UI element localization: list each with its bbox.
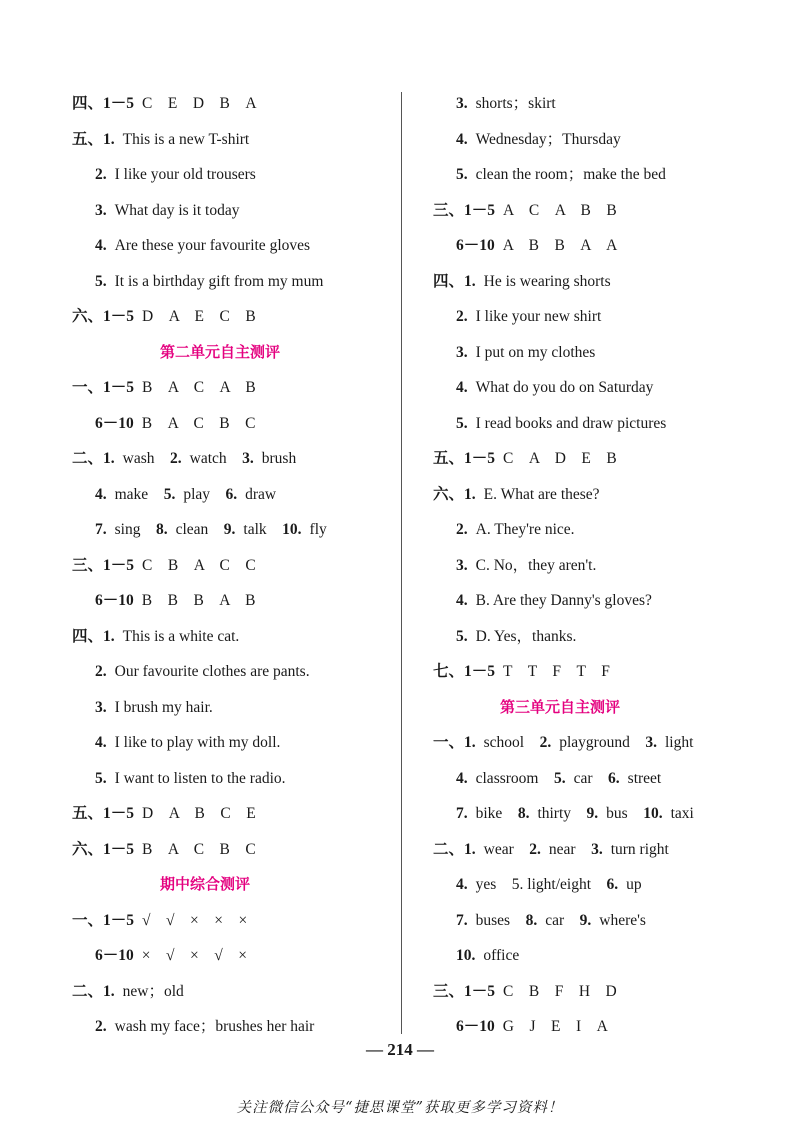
answer-number: 一、1－5 bbox=[72, 379, 135, 396]
answer-text: Our favourite clothes are pants. bbox=[114, 663, 310, 680]
answer-text: clean bbox=[175, 521, 224, 538]
answer-line bbox=[433, 938, 733, 974]
answer-number: 五、1－5 bbox=[72, 805, 135, 822]
answer-text: turn right bbox=[610, 840, 669, 858]
answer-line bbox=[433, 441, 733, 477]
answer-line bbox=[72, 619, 392, 655]
answer-number: 3. bbox=[645, 734, 657, 751]
answer-number: 3. bbox=[456, 556, 468, 574]
answer-line bbox=[433, 583, 733, 619]
answer-line bbox=[72, 193, 392, 229]
answer-text: I like your new shirt bbox=[475, 308, 602, 325]
answer-line bbox=[72, 548, 392, 584]
answer-line bbox=[433, 867, 733, 903]
answer-text: He is wearing shorts bbox=[483, 272, 611, 290]
answer-line bbox=[72, 690, 392, 726]
answer-number: 四、1. bbox=[72, 627, 115, 645]
answer-line bbox=[72, 264, 392, 300]
answer-number: 2. bbox=[539, 734, 552, 751]
answer-line bbox=[433, 477, 733, 513]
answer-line bbox=[72, 725, 392, 761]
right-column bbox=[433, 86, 733, 1045]
answer-text: B B B A B bbox=[141, 592, 256, 609]
answer-text: What day is it today bbox=[114, 201, 240, 219]
section-heading: 第三单元自主测评 bbox=[500, 697, 621, 716]
left-column bbox=[72, 86, 392, 1045]
answer-text: E. What are these? bbox=[483, 485, 600, 503]
answer-line bbox=[433, 974, 733, 1010]
answer-number: 2. bbox=[529, 840, 541, 858]
answer-line bbox=[433, 370, 733, 406]
answer-number: 9. bbox=[586, 805, 599, 822]
answer-number: 一、1－5 bbox=[72, 911, 135, 929]
answer-number: 6. bbox=[225, 485, 238, 503]
answer-text: B A C A B bbox=[142, 379, 256, 396]
answer-line bbox=[72, 974, 392, 1010]
answer-number: 4. bbox=[95, 734, 107, 751]
footer-note: 关注微信公众号“捷思课堂”获取更多学习资料！ bbox=[236, 1100, 564, 1116]
answer-text: car bbox=[545, 911, 580, 929]
answer-number: 四、1－5 bbox=[72, 95, 135, 112]
answer-number: 3. bbox=[456, 343, 468, 361]
answer-number: 四、1. bbox=[433, 272, 476, 290]
answer-text: C B F H D bbox=[503, 982, 617, 1000]
answer-number: 5. bbox=[456, 414, 468, 432]
answer-line bbox=[433, 512, 733, 548]
section-heading: 期中综合测评 bbox=[160, 875, 251, 893]
answer-line bbox=[72, 157, 392, 193]
answer-line bbox=[72, 228, 392, 264]
answer-number: 3. bbox=[456, 95, 468, 112]
answer-number: 2. bbox=[95, 663, 107, 680]
answer-number: 4. bbox=[95, 237, 107, 254]
answer-number: 三、1－5 bbox=[433, 982, 496, 1000]
answer-text: buses bbox=[475, 911, 526, 929]
answer-text: sing bbox=[114, 521, 156, 538]
answer-line bbox=[72, 299, 392, 335]
answer-number: 6. bbox=[608, 769, 620, 787]
column-divider bbox=[401, 92, 402, 1034]
answer-text: bike bbox=[475, 805, 518, 822]
answer-number: 4. bbox=[95, 485, 107, 503]
answer-line bbox=[72, 441, 392, 477]
answer-text: C B A C C bbox=[142, 556, 256, 574]
answer-text: I like to play with my doll. bbox=[114, 734, 281, 751]
answer-text: It is a birthday gift from my mum bbox=[114, 272, 324, 290]
answer-number: 8. bbox=[517, 805, 530, 822]
answer-text: playground bbox=[559, 734, 646, 751]
answer-text: B A C B C bbox=[142, 840, 256, 858]
answer-line bbox=[433, 832, 733, 868]
answer-text: light bbox=[664, 734, 694, 751]
answer-number: 二、1. bbox=[72, 450, 115, 467]
answer-number: 8. bbox=[155, 521, 168, 538]
answer-line bbox=[433, 122, 733, 158]
answer-text: This is a new T-shirt bbox=[122, 130, 250, 148]
answer-number: 6－10 bbox=[95, 592, 134, 609]
answer-text: C A D E B bbox=[503, 450, 617, 467]
answer-text: I read books and draw pictures bbox=[475, 414, 667, 432]
answer-text: √ √ × × × bbox=[142, 911, 248, 929]
answer-number: 6－10 bbox=[456, 1018, 495, 1035]
answer-text: make bbox=[114, 485, 164, 503]
answer-text: draw bbox=[245, 485, 277, 503]
answer-text: B A C B C bbox=[141, 414, 256, 432]
answer-number: 3. bbox=[591, 840, 603, 858]
answer-line bbox=[72, 512, 392, 548]
answer-text: C E D B A bbox=[142, 95, 257, 112]
answer-line bbox=[433, 335, 733, 371]
answer-text: D. Yes，thanks. bbox=[475, 627, 577, 645]
answer-number: 4. bbox=[456, 876, 468, 893]
answer-text: near bbox=[548, 840, 592, 858]
answer-text: I want to listen to the radio. bbox=[114, 769, 286, 787]
answer-number: 9. bbox=[223, 521, 236, 538]
answer-text: street bbox=[627, 769, 662, 787]
answer-text: D A E C B bbox=[142, 308, 256, 325]
answer-number: 五、1. bbox=[72, 130, 115, 148]
answer-line bbox=[72, 938, 392, 974]
answer-line bbox=[433, 406, 733, 442]
answer-text: office bbox=[483, 947, 520, 964]
answer-number: 5. bbox=[456, 627, 468, 645]
answer-line bbox=[72, 122, 392, 158]
answer-text: Are these your favourite gloves bbox=[114, 237, 311, 254]
answer-text: yes 5. light/eight bbox=[475, 876, 607, 893]
answer-number: 2. bbox=[170, 450, 182, 467]
answer-line bbox=[72, 583, 392, 619]
answer-line bbox=[433, 725, 733, 761]
answer-text: Wednesday；Thursday bbox=[475, 130, 621, 148]
answer-number: 7. bbox=[456, 911, 468, 929]
answer-number: 6－10 bbox=[95, 947, 134, 964]
answer-text: I brush my hair. bbox=[114, 698, 213, 716]
answer-number: 5. bbox=[95, 272, 107, 290]
answer-text: × √ × √ × bbox=[141, 947, 248, 964]
answer-number: 7. bbox=[456, 805, 468, 822]
answer-line bbox=[72, 86, 392, 122]
answer-text: shorts；skirt bbox=[475, 95, 556, 112]
answer-number: 9. bbox=[579, 911, 592, 929]
answer-text: This is a white cat. bbox=[122, 627, 240, 645]
answer-number: 二、1. bbox=[72, 982, 115, 1000]
answer-number: 一、1. bbox=[433, 734, 476, 751]
answer-number: 4. bbox=[456, 592, 468, 609]
answer-number: 7. bbox=[95, 521, 107, 538]
answer-text: wear bbox=[483, 840, 530, 858]
answer-line bbox=[433, 193, 733, 229]
answer-number: 4. bbox=[456, 769, 468, 787]
answer-text: A. They're nice. bbox=[475, 521, 575, 538]
answer-number: 三、1－5 bbox=[433, 201, 496, 219]
answer-line bbox=[433, 761, 733, 797]
answer-number: 2. bbox=[95, 1018, 107, 1035]
answer-line bbox=[72, 477, 392, 513]
answer-text: play bbox=[183, 485, 226, 503]
answer-text: thirty bbox=[537, 805, 587, 822]
answer-number: 6－10 bbox=[456, 237, 495, 254]
answer-number: 8. bbox=[525, 911, 538, 929]
answer-number: 六、1. bbox=[433, 485, 476, 503]
answer-line bbox=[433, 299, 733, 335]
answer-text: C. No，they aren't. bbox=[475, 556, 597, 574]
answer-line bbox=[72, 654, 392, 690]
answer-text: classroom bbox=[475, 769, 554, 787]
answer-text: brush bbox=[261, 450, 297, 467]
answer-number: 2. bbox=[456, 308, 468, 325]
answer-text: clean the room；make the bed bbox=[475, 166, 666, 183]
answer-number: 2. bbox=[95, 166, 107, 183]
answer-line bbox=[433, 796, 733, 832]
answer-number: 6－10 bbox=[95, 414, 134, 432]
answer-line bbox=[433, 86, 733, 122]
answer-line bbox=[433, 157, 733, 193]
answer-text: What do you do on Saturday bbox=[475, 379, 654, 396]
section-heading: 第二单元自主测评 bbox=[160, 342, 281, 361]
answer-text: B. Are they Danny's gloves? bbox=[475, 592, 652, 609]
answer-text: wash bbox=[122, 450, 170, 467]
answer-text: new；old bbox=[122, 982, 184, 1000]
answer-number: 5. bbox=[163, 485, 176, 503]
answer-line bbox=[433, 264, 733, 300]
answer-number: 3. bbox=[95, 698, 107, 716]
answer-number: 3. bbox=[95, 201, 107, 219]
answer-number: 4. bbox=[456, 130, 468, 148]
answer-text: G J E I A bbox=[502, 1018, 608, 1035]
answer-text: I like your old trousers bbox=[114, 166, 256, 183]
page-number: — 214 — bbox=[366, 1040, 434, 1059]
answer-number: 五、1－5 bbox=[433, 450, 496, 467]
answer-text: where's bbox=[599, 911, 646, 929]
answer-text: school bbox=[483, 734, 540, 751]
answer-number: 4. bbox=[456, 379, 468, 396]
answer-text: bus bbox=[606, 805, 644, 822]
answer-text: I put on my clothes bbox=[475, 343, 596, 361]
answer-text: A C A B B bbox=[503, 201, 617, 219]
answer-number: 5. bbox=[456, 166, 468, 183]
answer-text: car bbox=[573, 769, 609, 787]
answer-number: 5. bbox=[95, 769, 107, 787]
answer-number: 10. bbox=[282, 521, 302, 538]
answer-number: 2. bbox=[456, 521, 468, 538]
answer-number: 10. bbox=[643, 805, 663, 822]
answer-line bbox=[72, 796, 392, 832]
answer-number: 5. bbox=[553, 769, 566, 787]
answer-text: up bbox=[626, 876, 642, 893]
answer-number: 三、1－5 bbox=[72, 556, 135, 574]
answer-line bbox=[433, 548, 733, 584]
answer-line bbox=[72, 370, 392, 406]
answer-text: talk bbox=[243, 521, 283, 538]
answer-number: 3. bbox=[242, 450, 254, 467]
answer-number: 10. bbox=[456, 947, 476, 964]
answer-number: 二、1. bbox=[433, 840, 476, 858]
answer-line bbox=[433, 654, 733, 690]
answer-text: T T F T F bbox=[503, 663, 610, 680]
answer-line bbox=[72, 903, 392, 939]
answer-number: 六、1－5 bbox=[72, 840, 135, 858]
answer-number: 六、1－5 bbox=[72, 308, 135, 325]
answer-line bbox=[72, 761, 392, 797]
answer-line bbox=[72, 832, 392, 868]
answer-line bbox=[433, 903, 733, 939]
answer-line bbox=[72, 406, 392, 442]
answer-text: D A B C E bbox=[142, 805, 256, 822]
answer-line bbox=[433, 228, 733, 264]
answer-line bbox=[433, 619, 733, 655]
answer-number: 6. bbox=[606, 876, 619, 893]
answer-text: taxi bbox=[670, 805, 694, 822]
answer-text: fly bbox=[309, 521, 327, 538]
answer-text: A B B A A bbox=[502, 237, 618, 254]
answer-number: 七、1－5 bbox=[433, 663, 496, 680]
answer-text: watch bbox=[189, 450, 243, 467]
answer-text: wash my face；brushes her hair bbox=[114, 1018, 315, 1035]
